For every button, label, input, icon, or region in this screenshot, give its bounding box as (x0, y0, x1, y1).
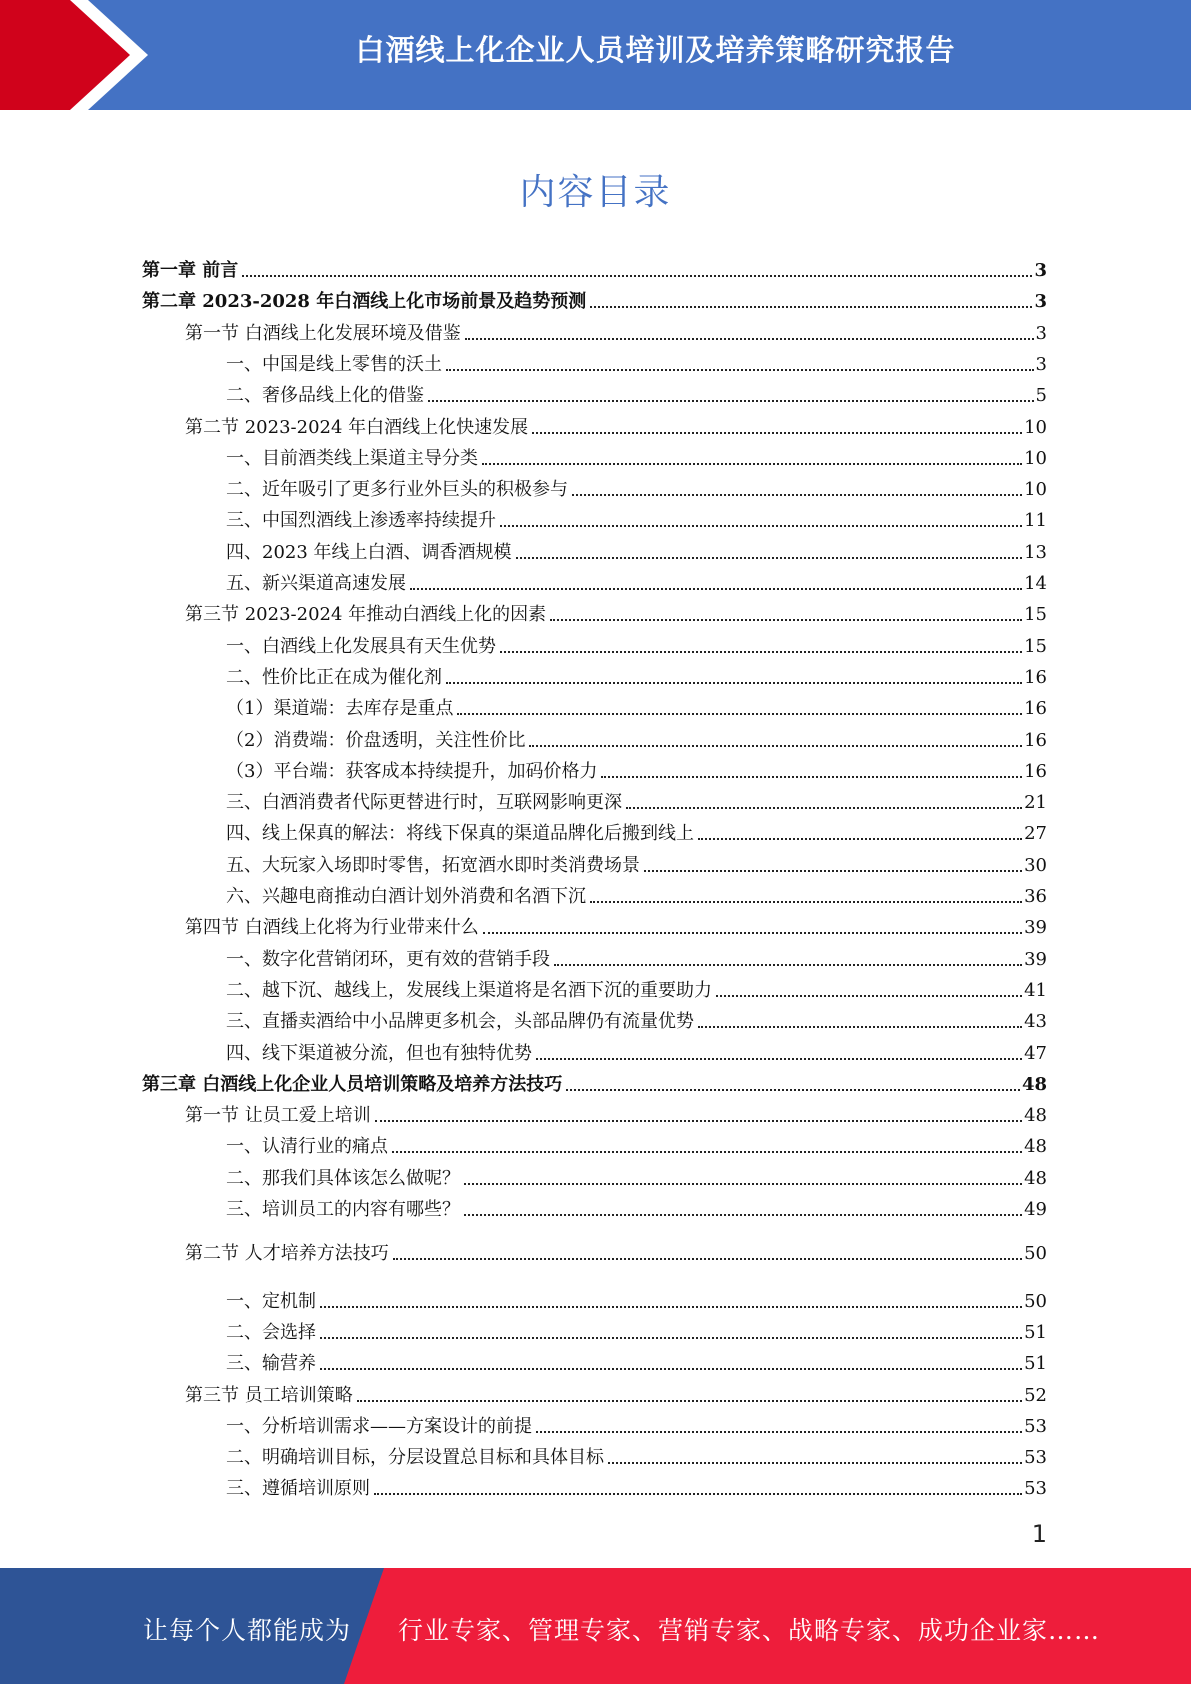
toc-leader-dots (608, 1462, 1022, 1464)
toc-leader-dots (516, 557, 1023, 559)
toc-leader-dots (393, 1258, 1022, 1260)
toc-entry-page: 21 (1024, 792, 1047, 814)
toc-entry[interactable] (142, 1318, 1047, 1344)
toc-entry-page: 52 (1024, 1384, 1047, 1406)
toc-entry-title: 第四节 白酒线上化将为行业带来什么 (185, 917, 479, 939)
toc-entry[interactable] (142, 1412, 1047, 1438)
toc-leader-dots (482, 463, 1022, 465)
toc-entry[interactable] (142, 694, 1047, 720)
toc-entry[interactable] (142, 1039, 1047, 1065)
toc-entry[interactable] (142, 381, 1047, 407)
toc-entry[interactable] (142, 819, 1047, 845)
toc-entry-title: 二、明确培训目标，分层设置总目标和具体目标 (226, 1447, 604, 1469)
toc-leader-dots (465, 338, 1034, 340)
toc-leader-dots (529, 745, 1022, 747)
toc-entry[interactable] (142, 913, 1047, 939)
toc-leader-dots (357, 1400, 1022, 1402)
toc-entry[interactable] (142, 287, 1047, 313)
toc-entry-page: 43 (1024, 1011, 1047, 1033)
toc-leader-dots (320, 1368, 1022, 1370)
toc-entry[interactable] (142, 506, 1047, 532)
toc-entry-page: 49 (1024, 1199, 1047, 1220)
toc-entry-title: 五、新兴渠道高速发展 (226, 573, 406, 594)
footer-slogan-right: 行业专家、管理专家、营销专家、战略专家、成功企业家…… (398, 1616, 1101, 1645)
toc-entry[interactable] (142, 788, 1047, 814)
toc-entry-title: （2）消费端：价盘透明，关注性价比 (226, 729, 526, 751)
toc-entry-title: 二、性价比正在成为催化剂 (226, 666, 442, 688)
toc-leader-dots (457, 713, 1022, 715)
toc-entry-page: 14 (1024, 573, 1047, 594)
toc-leader-dots (483, 932, 1022, 934)
toc-entry[interactable] (142, 726, 1047, 752)
toc-entry[interactable] (142, 1070, 1047, 1096)
header-banner (0, 0, 1191, 110)
toc-entry[interactable] (142, 851, 1047, 877)
toc-entry[interactable] (142, 1101, 1047, 1127)
toc-entry-page: 53 (1024, 1415, 1047, 1437)
toc-entry-page: 50 (1024, 1290, 1047, 1312)
toc-entry-title: 三、直播卖酒给中小品牌更多机会，头部品牌仍有流量优势 (226, 1011, 694, 1033)
toc-leader-dots (554, 964, 1022, 966)
toc-entry-page: 15 (1024, 604, 1047, 626)
toc-leader-dots (464, 1214, 1022, 1216)
page-number: 1 (1031, 1520, 1047, 1548)
toc-entry-page: 30 (1024, 854, 1047, 876)
toc-entry-page: 3 (1035, 322, 1047, 344)
toc-leader-dots (428, 400, 1034, 402)
footer-slogan-left: 让每个人都能成为 (143, 1616, 352, 1645)
toc-entry-title: 一、定机制 (226, 1290, 316, 1312)
toc-entry-title: 三、培训员工的内容有哪些？ (226, 1199, 460, 1220)
toc-entry[interactable] (142, 538, 1047, 564)
toc-leader-dots (716, 995, 1022, 997)
toc-entry-title: 二、奢侈品线上化的借鉴 (226, 385, 424, 407)
toc-entry-page: 13 (1024, 541, 1047, 563)
toc-entry-title: 第二节 人才培养方法技巧 (185, 1243, 389, 1265)
toc-entry[interactable] (142, 1381, 1047, 1407)
toc-leader-dots (464, 1183, 1022, 1185)
toc-leader-dots (500, 525, 1022, 527)
toc-entry-page: 48 (1024, 1167, 1047, 1189)
toc-entry-page: 39 (1024, 917, 1047, 939)
toc-leader-dots (590, 306, 1032, 308)
footer-banner (0, 1568, 1191, 1684)
toc-entry-page: 51 (1024, 1321, 1047, 1343)
toc-entry-page: 3 (1034, 260, 1047, 281)
toc-entry-title: 一、数字化营销闭环，更有效的营销手段 (226, 948, 550, 970)
toc-entry-page: 16 (1024, 666, 1047, 688)
toc-leader-dots (375, 1120, 1022, 1122)
toc-entry[interactable] (142, 600, 1047, 626)
toc-entry-title: 一、白酒线上化发展具有天生优势 (226, 635, 496, 657)
toc-entry-title: 一、认清行业的痛点 (226, 1136, 388, 1158)
toc-entry[interactable] (142, 256, 1047, 282)
toc-entry-title: 第一章 前言 (142, 260, 239, 281)
toc-entry-page: 16 (1024, 760, 1047, 782)
toc-entry-title: 一、中国是线上零售的沃土 (226, 353, 442, 375)
toc-entry-title: 二、越下沉、越线上，发展线上渠道将是名酒下沉的重要助力 (226, 979, 712, 1001)
toc-entry[interactable] (142, 1287, 1047, 1313)
toc-entry-page: 36 (1024, 886, 1047, 907)
toc-entry-page: 50 (1024, 1243, 1047, 1265)
toc-entry-page: 27 (1024, 823, 1047, 845)
toc-entry[interactable] (142, 1132, 1047, 1158)
toc-entry-title: 第一节 白酒线上化发展环境及借鉴 (185, 322, 461, 344)
toc-entry-title: 第三节 2023-2024 年推动白酒线上化的因素 (185, 604, 547, 626)
toc-leader-dots (536, 1431, 1022, 1433)
toc-entry[interactable] (142, 319, 1047, 345)
toc-entry[interactable] (142, 569, 1047, 595)
toc-leader-dots (566, 1089, 1020, 1091)
toc-entry-page: 47 (1024, 1042, 1047, 1064)
toc-heading: 内容目录 (519, 172, 672, 213)
toc-entry-page: 10 (1024, 479, 1047, 501)
toc-leader-dots (644, 870, 1022, 872)
toc-entry-title: 三、输营养 (226, 1353, 316, 1375)
toc-entry-page: 48 (1024, 1105, 1047, 1127)
toc-entry[interactable] (142, 663, 1047, 689)
toc-entry-title: 三、遵循培训原则 (226, 1478, 370, 1500)
toc-entry-page: 53 (1024, 1447, 1047, 1469)
toc-entry-title: 三、白酒消费者代际更替进行时，互联网影响更深 (226, 792, 622, 814)
toc-leader-dots (320, 1337, 1022, 1339)
toc-entry[interactable] (142, 1349, 1047, 1375)
toc-entry[interactable] (142, 413, 1047, 439)
toc-entry[interactable] (142, 1007, 1047, 1033)
toc-entry-page: 48 (1021, 1073, 1047, 1095)
toc-leader-dots (500, 651, 1022, 653)
toc-entry-title: 二、会选择 (226, 1321, 316, 1343)
toc-leader-dots (626, 807, 1022, 809)
toc-entry-title: 第二章 2023-2028 年白酒线上化市场前景及趋势预测 (142, 291, 587, 313)
toc-entry-title: 四、线下渠道被分流，但也有独特优势 (226, 1042, 532, 1064)
toc-entry-title: 五、大玩家入场即时零售，拓宽酒水即时类消费场景 (226, 854, 640, 876)
toc-entry-title: 二、那我们具体该怎么做呢？ (226, 1167, 460, 1189)
toc-leader-dots (374, 1493, 1022, 1495)
toc-entry-title: 第三节 员工培训策略 (185, 1384, 353, 1406)
toc-entry-page: 16 (1024, 698, 1047, 720)
toc-entry-page: 10 (1024, 447, 1047, 469)
toc-entry[interactable] (142, 976, 1047, 1002)
toc-leader-dots (536, 1058, 1022, 1060)
toc-entry-title: 三、中国烈酒线上渗透率持续提升 (226, 510, 496, 532)
toc-leader-dots (698, 838, 1022, 840)
toc-entry-title: 六、兴趣电商推动白酒计划外消费和名酒下沉 (226, 886, 586, 907)
toc-entry[interactable] (142, 1443, 1047, 1469)
toc-entry[interactable] (142, 475, 1047, 501)
toc-entry-title: （3）平台端：获客成本持续提升，加码价格力 (226, 760, 598, 782)
toc-entry-page: 39 (1024, 948, 1047, 970)
toc-leader-dots (601, 776, 1022, 778)
toc-entry-page: 11 (1024, 510, 1047, 532)
toc-entry[interactable] (142, 882, 1047, 908)
toc-entry[interactable] (142, 1195, 1047, 1221)
toc-entry-title: （1）渠道端：去库存是重点 (226, 698, 454, 720)
toc-entry-page: 3 (1035, 353, 1047, 375)
toc-entry-title: 一、分析培训需求——方案设计的前提 (226, 1415, 532, 1437)
toc-leader-dots (242, 275, 1032, 277)
toc-entry-title: 第一节 让员工爱上培训 (185, 1105, 371, 1127)
toc-entry-title: 二、近年吸引了更多行业外巨头的积极参与 (226, 479, 568, 501)
toc-entry[interactable] (142, 632, 1047, 658)
toc-leader-dots (392, 1151, 1022, 1153)
toc-leader-dots (698, 1026, 1022, 1028)
toc-entry-title: 一、目前酒类线上渠道主导分类 (226, 447, 478, 469)
toc-leader-dots (320, 1306, 1022, 1308)
report-title: 白酒线上化企业人员培训及培养策略研究报告 (355, 33, 956, 67)
toc-entry-page: 16 (1024, 729, 1047, 751)
toc-leader-dots (532, 432, 1022, 434)
toc-leader-dots (550, 619, 1022, 621)
toc-leader-dots (572, 494, 1022, 496)
toc-leader-dots (410, 588, 1022, 590)
toc-entry-title: 第三章 白酒线上化企业人员培训策略及培养方法技巧 (142, 1073, 563, 1095)
toc-leader-dots (446, 369, 1034, 371)
toc-entry[interactable] (142, 1239, 1047, 1265)
toc-entry-page: 5 (1035, 385, 1047, 407)
toc-entry-page: 51 (1024, 1353, 1047, 1375)
toc-leader-dots (590, 901, 1022, 903)
toc-entry-page: 48 (1024, 1136, 1047, 1158)
toc-entry-page: 10 (1024, 416, 1047, 438)
toc-entry-title: 第二节 2023-2024 年白酒线上化快速发展 (185, 416, 529, 438)
toc-entry[interactable] (142, 1474, 1047, 1500)
toc-entry[interactable] (142, 444, 1047, 470)
toc-entry-page: 41 (1024, 979, 1047, 1001)
toc-entry-page: 15 (1024, 635, 1047, 657)
toc-leader-dots (446, 682, 1022, 684)
toc-entry[interactable] (142, 945, 1047, 971)
toc-entry-page: 3 (1034, 291, 1047, 313)
toc-entry[interactable] (142, 350, 1047, 376)
toc-entry-page: 53 (1024, 1478, 1047, 1500)
toc-entry-title: 四、线上保真的解法：将线下保真的渠道品牌化后搬到线上 (226, 823, 694, 845)
toc-entry[interactable] (142, 757, 1047, 783)
toc-entry[interactable] (142, 1164, 1047, 1190)
toc-entry-title: 四、2023 年线上白酒、调香酒规模 (226, 541, 512, 563)
